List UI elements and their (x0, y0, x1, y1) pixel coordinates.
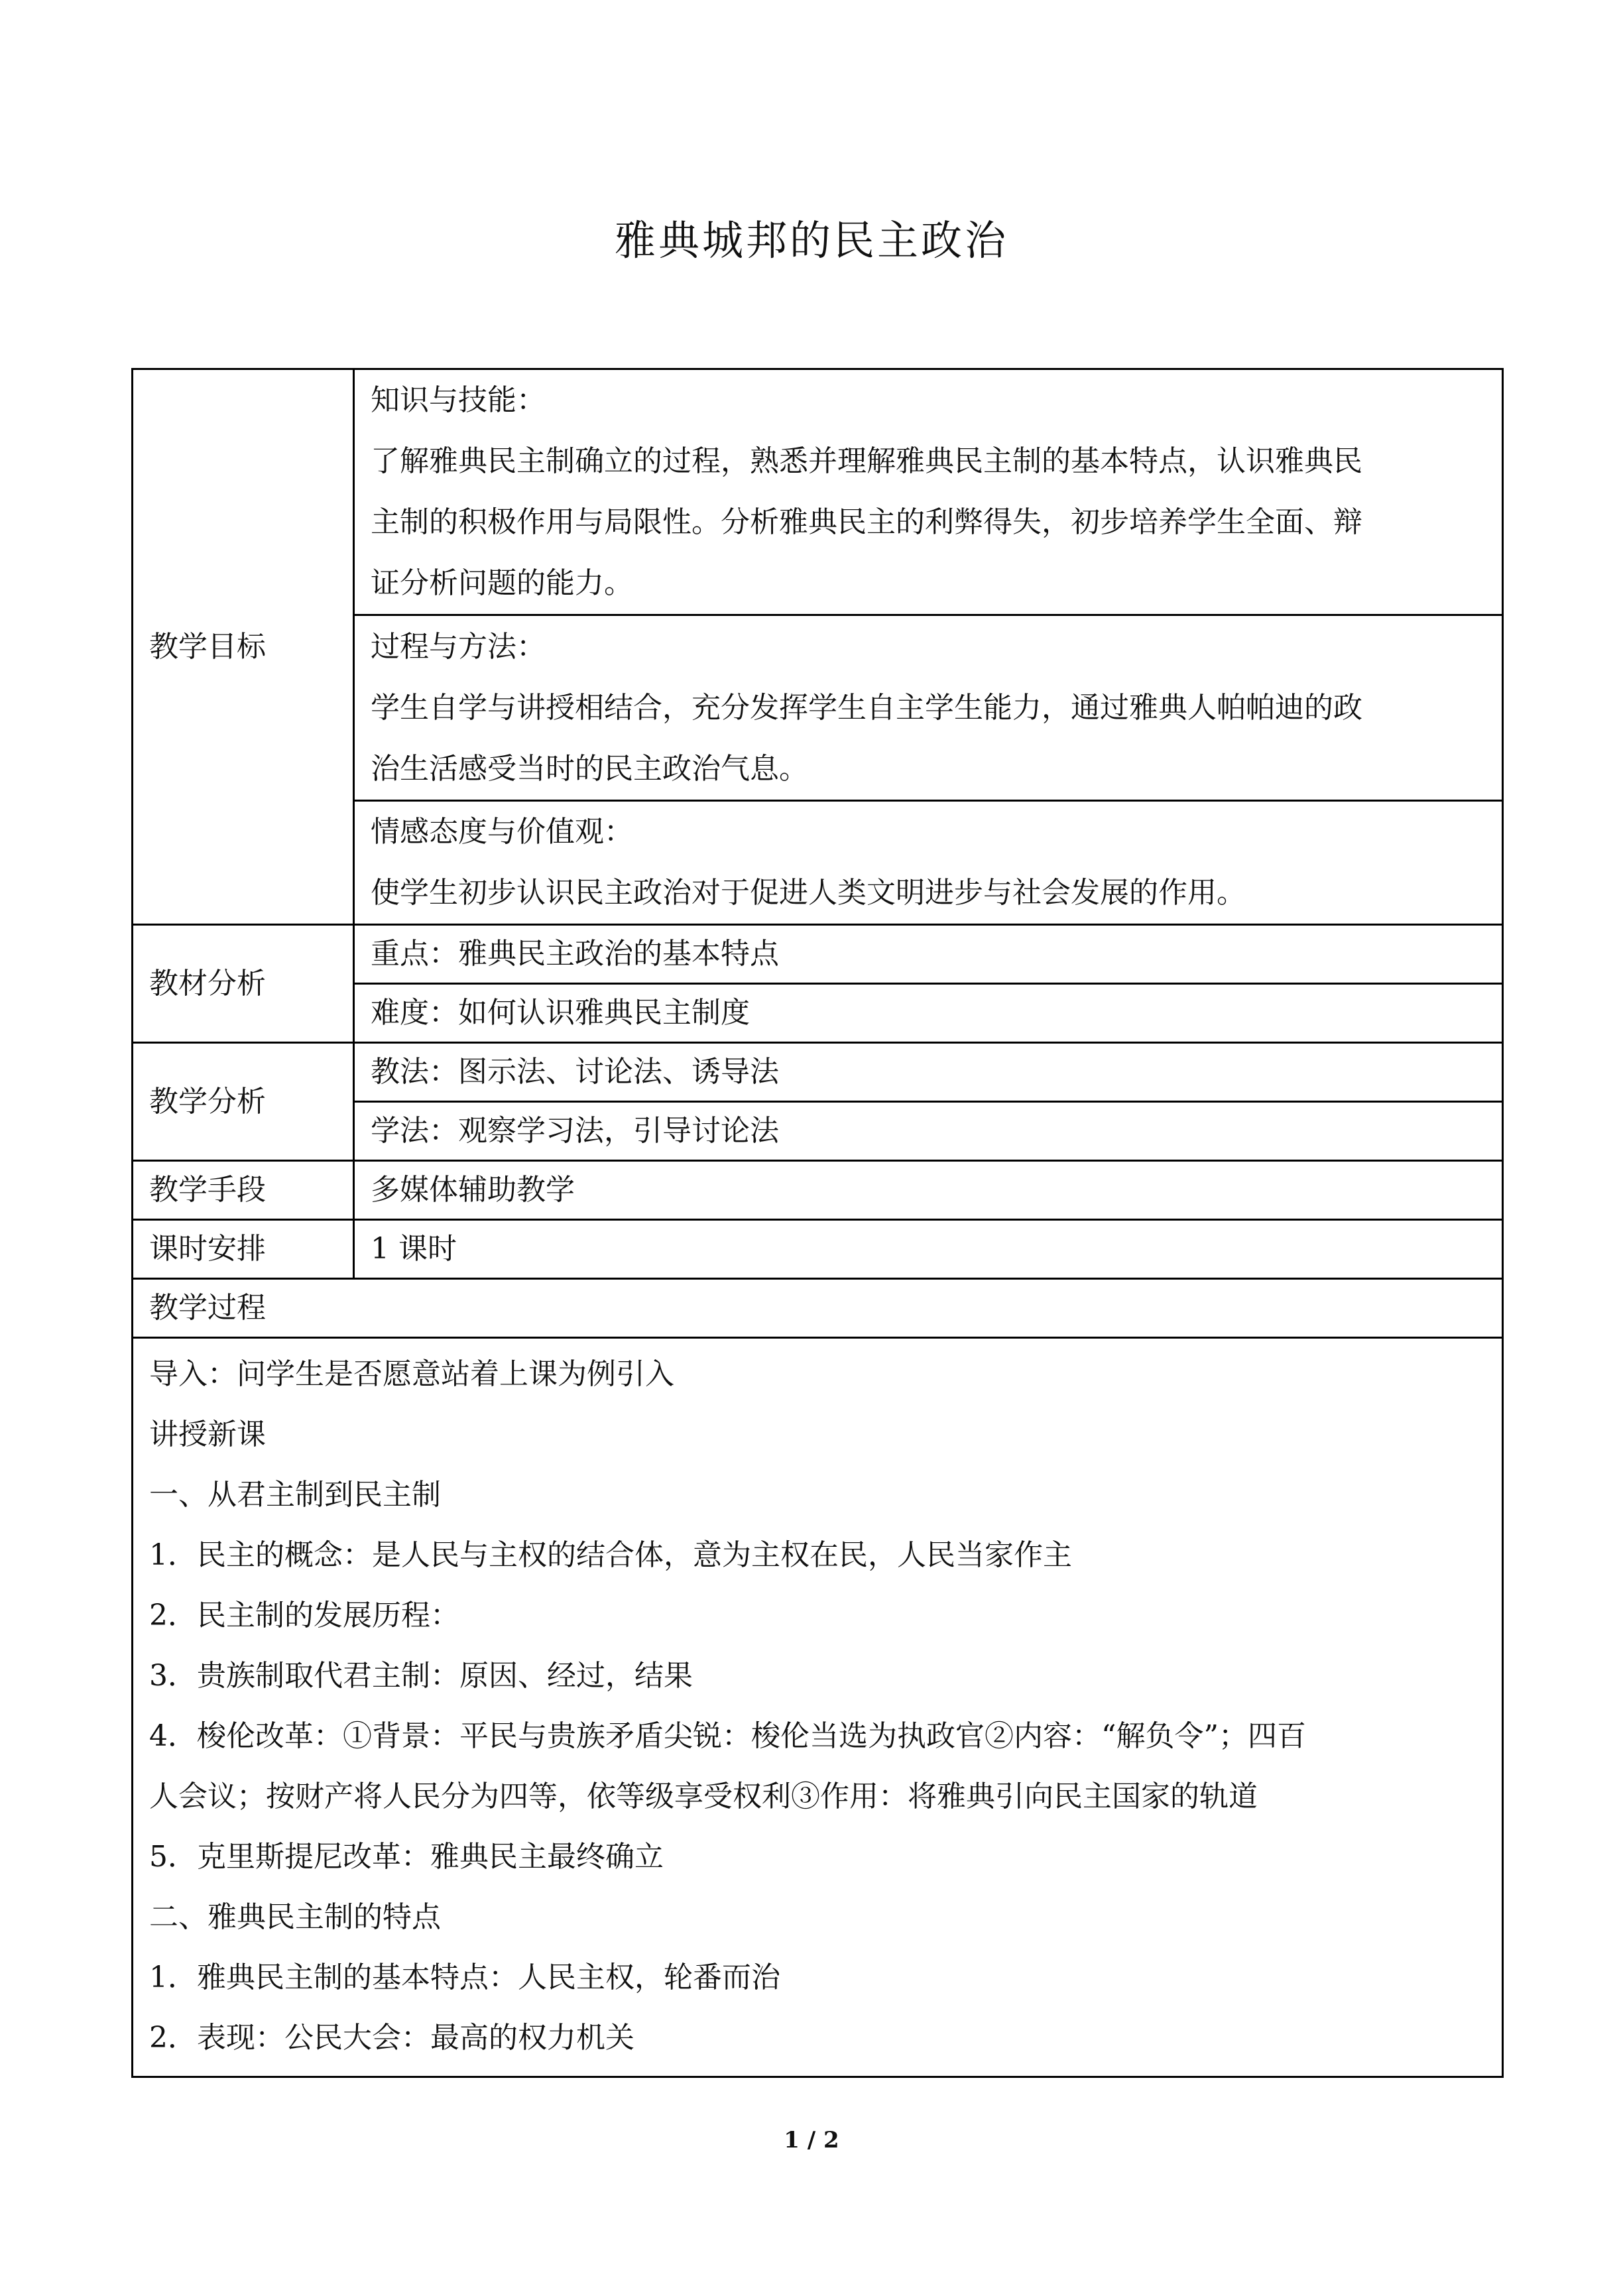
knowledge-line: 主制的积极作用与局限性。分析雅典民主的利弊得失，初步培养学生全面、辩 (371, 505, 1362, 539)
process-line: 4．梭伦改革：①背景：平民与贵族矛盾尖锐：梭伦当选为执政官②内容：“解负令”；四百 (149, 1719, 1306, 1753)
schedule-label-cell (133, 1220, 354, 1279)
teaching-analysis-label-cell (133, 1043, 354, 1161)
page-title: 雅典城邦的民主政治 (614, 216, 1008, 265)
key-point-text: 重点：雅典民主政治的基本特点 (371, 937, 779, 971)
means-label: 教学手段 (149, 1173, 266, 1207)
process-method-heading: 过程与方法： (371, 629, 546, 664)
means-label-cell (133, 1161, 354, 1220)
teaching-method-row (133, 1043, 1503, 1102)
page-number: 1 / 2 (784, 2127, 839, 2153)
process-line: 1．民主的概念：是人民与主权的结合体，意为主权在民，人民当家作主 (149, 1538, 1072, 1572)
material-label: 教材分析 (149, 966, 266, 1000)
process-method-line: 学生自学与讲授相结合，充分发挥学生自主学生能力，通过雅典人帕帕迪的政 (371, 690, 1362, 725)
process-header: 教学过程 (149, 1291, 266, 1325)
process-method-line: 治生活感受当时的民主政治气息。 (371, 751, 808, 786)
teaching-method-text: 教法：图示法、讨论法、诱导法 (371, 1055, 779, 1089)
teaching-analysis-label: 教学分析 (149, 1084, 266, 1118)
process-header-cell (133, 1279, 1503, 1338)
knowledge-heading: 知识与技能： (371, 383, 546, 417)
schedule-label: 课时安排 (149, 1232, 266, 1266)
process-line: 讲授新课 (149, 1418, 266, 1451)
process-line: 2．民主制的发展历程： (149, 1599, 459, 1632)
means-value-cell (354, 1161, 1503, 1220)
knowledge-line: 证分析问题的能力。 (371, 566, 633, 600)
objectives-knowledge-row (133, 369, 1503, 615)
difficulty-cell (354, 984, 1503, 1043)
knowledge-cell (354, 369, 1503, 615)
learning-method-cell (354, 1102, 1503, 1161)
process-line: 3．贵族制取代君主制：原因、经过，结果 (149, 1659, 693, 1693)
knowledge-line: 了解雅典民主制确立的过程，熟悉并理解雅典民主制的基本特点，认识雅典民 (371, 444, 1362, 478)
material-label-cell (133, 925, 354, 1043)
material-key-row (133, 925, 1503, 984)
schedule-value-cell (354, 1220, 1503, 1279)
schedule-value: 1 课时 (371, 1232, 457, 1266)
learning-method-text: 学法：观察学习法，引导讨论法 (371, 1114, 779, 1148)
key-point-cell (354, 925, 1503, 984)
difficulty-text: 难度：如何认识雅典民主制度 (371, 996, 750, 1030)
means-value: 多媒体辅助教学 (371, 1173, 575, 1207)
means-row (133, 1161, 1503, 1220)
process-line: 5．克里斯提尼改革：雅典民主最终确立 (149, 1840, 664, 1874)
process-method-cell (354, 615, 1503, 801)
process-body-row (133, 1338, 1503, 2077)
process-line: 二、雅典民主制的特点 (149, 1900, 441, 1934)
schedule-row (133, 1220, 1503, 1279)
process-line: 导入：问学生是否愿意站着上课为例引入 (149, 1357, 674, 1391)
process-line: 1．雅典民主制的基本特点：人民主权，轮番而治 (149, 1961, 780, 1994)
process-line: 一、从君主制到民主制 (149, 1478, 441, 1512)
process-header-row (133, 1279, 1503, 1338)
process-line: 2．表现：公民大会：最高的权力机关 (149, 2021, 634, 2055)
lesson-plan-table (131, 368, 1504, 2078)
process-line: 人会议；按财产将人民分为四等，依等级享受权利③作用：将雅典引向民主国家的轨道 (149, 1780, 1258, 1813)
objectives-label: 教学目标 (149, 629, 266, 664)
emotion-cell (354, 801, 1503, 925)
objectives-label-cell (133, 369, 354, 925)
process-body-cell (133, 1338, 1503, 2077)
emotion-heading: 情感态度与价值观： (371, 815, 633, 849)
teaching-method-cell (354, 1043, 1503, 1102)
emotion-line: 使学生初步认识民主政治对于促进人类文明进步与社会发展的作用。 (371, 876, 1246, 910)
